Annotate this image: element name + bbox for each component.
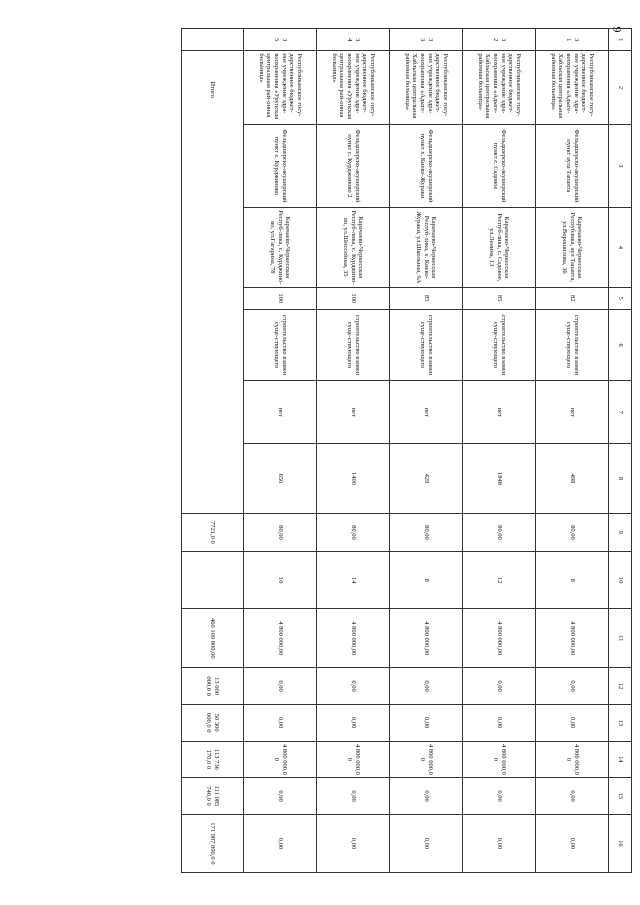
value-cell-c9: 80,00 [390,513,463,552]
address-cell: Карачаево-Черкесская Респуб-лика, с. Курджино-во, ул.Гагарина, 78 [244,208,317,287]
value-cell-c7: нет [244,381,317,444]
row-number-cell [244,29,317,51]
column-header: 3 [609,124,632,207]
value-cell-c14: 4 800 000,0 0 [244,741,317,778]
value-cell-c13: 0,00 [244,704,317,741]
value-cell-c14: 4 800 000,0 0 [390,741,463,778]
value-cell-c16: 0,00 [317,814,390,872]
facilities-table [181,28,632,873]
table-body [182,29,632,873]
value-cell-c10: 8 [390,552,463,609]
value-cell-c5: 85 [390,287,463,309]
value-cell-c7: нет [390,381,463,444]
total-row [182,29,244,873]
value-cell-c5: 82 [536,287,609,309]
table-row [317,29,390,873]
row-number-section: 3 [427,38,434,42]
value-cell-c14: 4 800 000,0 0 [536,741,609,778]
table-row [536,29,609,873]
value-cell-c10: 8 [536,552,609,609]
value-cell-c7: нет [536,381,609,444]
value-cell-c12: 0,00 [390,668,463,705]
row-number-section: 3 [354,38,361,42]
object-name-cell: Фельдшерско-акушерский пункт х. Киево-Жураки [390,124,463,207]
total-value-c9: 7721,0 0 [182,513,244,552]
column-header: 11 [609,609,632,668]
column-header: 8 [609,444,632,513]
column-header: 14 [609,741,632,778]
value-cell-c11: 4 800 000,00 [244,609,317,668]
page-number: 9 [610,26,625,33]
value-cell-c15: 0,00 [536,778,609,815]
value-cell-c8: 650 [244,444,317,513]
address-cell: Карачаево-Черкесская Респуб-лика, х. Киево-Жураки, ул.Школьная, 9А [390,208,463,287]
value-cell-c7: нет [317,381,390,444]
address-cell: Карачаево-Черкесская Респуб-лика, с. Курджино-во, ул.Шоссейная, 35 [317,208,390,287]
value-cell-c13: 0,00 [390,704,463,741]
column-header: 12 [609,668,632,705]
value-cell-c15: 0,00 [244,778,317,815]
row-number-item: 4 [346,38,353,42]
value-cell-c8: 1400 [317,444,390,513]
value-cell-c15: 0,00 [463,778,536,815]
value-cell-c10: 14 [317,552,390,609]
object-name-cell: Фельдшерско-акушерский пункт с. Садовое [463,124,536,207]
value-cell-c9: 80,00 [463,513,536,552]
value-cell-c8: 498 [536,444,609,513]
row-number-section: 3 [500,38,507,42]
row-number-item: 2 [492,38,499,42]
row-number-item: 3 [419,38,426,42]
value-cell-c10: 12 [463,552,536,609]
value-cell-c6: строительство взамен суще-ствующего [463,309,536,380]
table-row [244,29,317,873]
value-cell-c12: 0,00 [463,668,536,705]
value-cell-c6: строительство взамен суще-ствующего [317,309,390,380]
table-row [463,29,536,873]
value-cell-c8: 429 [390,444,463,513]
address-cell: Карачаево-Черкесская Респуб-лика, с. Садовое, ул.Ленина, 13 [463,208,536,287]
value-cell-c15: 0,00 [390,778,463,815]
value-cell-c16: 0,00 [244,814,317,872]
value-cell-c6: строительство взамен суще-ствующего [244,309,317,380]
organization-cell: Республиканское госу-дарственное бюджет-ное учреждение здра-воохранения «Урупская центральная рай-онная больница» [244,51,317,124]
total-value-c15: 111 085 740,0 0 [182,778,244,815]
column-header: 6 [609,309,632,380]
value-cell-c11: 4 800 000,00 [536,609,609,668]
row-number-section: 3 [281,38,288,42]
row-number-item: 5 [273,38,280,42]
value-cell-c12: 0,00 [317,668,390,705]
total-value-c11: 460 109 800,00 [182,609,244,668]
value-cell-c6: строительство взамен суще-ствующего [390,309,463,380]
column-header: 16 [609,814,632,872]
column-header: 1 [609,29,632,51]
row-number-section: 3 [573,38,580,42]
value-cell-c5: 85 [463,287,536,309]
value-cell-c5: 100 [317,287,390,309]
value-cell-c14: 4 800 000,0 0 [317,741,390,778]
address-cell: Карачаево-Черкесская Республика, аул Тапанта, ул.Ворошилова, 36 [536,208,609,287]
table-row [390,29,463,873]
value-cell-c15: 0,00 [317,778,390,815]
organization-cell: Республиканское госу-дарственное бюджет-ное учреждение здра-воохранения «Адыге-Хабльская центральная районная больница» [536,51,609,124]
value-cell-c16: 0,00 [390,814,463,872]
column-header: 13 [609,704,632,741]
value-cell-c11: 4 800 000,00 [390,609,463,668]
value-cell-c9: 80,00 [536,513,609,552]
empty-cell [182,552,244,609]
value-cell-c10: 10 [244,552,317,609]
value-cell-c13: 0,00 [317,704,390,741]
column-header: 15 [609,778,632,815]
row-number-item: 1 [565,38,572,42]
object-name-cell: Фельдшерско-акушерский пункт с. Курджиново [244,124,317,207]
value-cell-c16: 0,00 [463,814,536,872]
value-cell-c14: 4 800 000,0 0 [463,741,536,778]
empty-cell [182,29,244,51]
row-number-cell [463,29,536,51]
row-number-cell [536,29,609,51]
rotated-table-container [52,28,632,873]
value-cell-c16: 0,00 [536,814,609,872]
column-header: 2 [609,51,632,124]
column-header: 4 [609,208,632,287]
organization-cell: Республиканское госу-дарственное бюджет-ное учреждение здра-воохранения «Урупская центральная рай-онная больница» [317,51,390,124]
column-header: 10 [609,552,632,609]
value-cell-c13: 0,00 [463,704,536,741]
value-cell-c7: нет [463,381,536,444]
organization-cell: Республиканское госу-дарственное бюджет-ное учреждение здра-воохранения «Адыге-Хабльская центральная районная больница» [463,51,536,124]
column-number-header [609,29,632,873]
column-header: 9 [609,513,632,552]
value-cell-c9: 80,00 [244,513,317,552]
total-value-c12: 13 000 000,0 0 [182,668,244,705]
total-label: Итого [182,51,244,513]
value-cell-c11: 4 800 000,00 [317,609,390,668]
object-name-cell: Фельдшерско-акушерский пункт с. Курджиново 2 [317,124,390,207]
value-cell-c13: 0,00 [536,704,609,741]
total-value-c16: 171 987 890,0 0 [182,814,244,872]
value-cell-c12: 0,00 [536,668,609,705]
total-value-c14: 113 736 170,0 0 [182,741,244,778]
value-cell-c8: 1848 [463,444,536,513]
row-number-cell [390,29,463,51]
row-number-cell [317,29,390,51]
value-cell-c6: строительство взамен суще-ствующего [536,309,609,380]
organization-cell: Республиканское госу-дарственное бюджет-ное учреждение здра-воохранения «Адыге-Хабльская центральная районная больница» [390,51,463,124]
column-header: 7 [609,381,632,444]
object-name-cell: Фельдшерско-акушерский пункт аула Тапанта [536,124,609,207]
column-header: 5 [609,287,632,309]
value-cell-c5: 100 [244,287,317,309]
value-cell-c12: 0,00 [244,668,317,705]
value-cell-c11: 4 800 000,00 [463,609,536,668]
total-value-c13: 50 300 000,0 0 [182,704,244,741]
value-cell-c9: 80,00 [317,513,390,552]
